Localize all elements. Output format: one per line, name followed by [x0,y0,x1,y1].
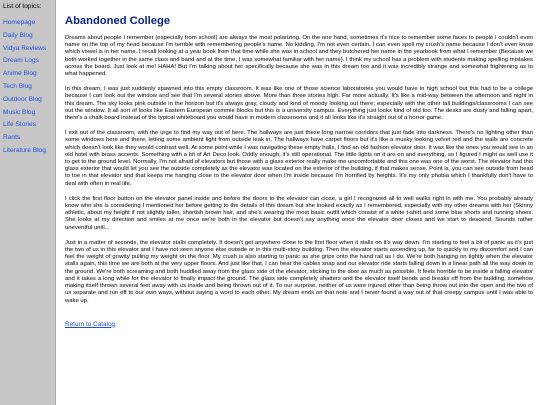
sidebar-item-rants [3,134,52,141]
sidebar [0,0,56,405]
article-paragraph: I exit out of the classroom, with the urge to find my way out of here. The hallways are just these long narrow corridors that just fade into darkness. There's no lighting other than some windows here and there, letting some ambient light from outside leak in. The hallways have carpet floors but it's like a musky looking velvet red and the walls are concrete which doesn't look like they would contrast well. At some point while I was navigating these empty halls, I find an old fashion elevator door. It was like the ones you would see in an old hotel with brass accents. Something with a bit of Art Deco look. Oddly enough, it's still operational. The little lights on it are on and everything, so I figured I might as well use it to get to the ground level. Normally, I'm not afraid of elevators but those with a glass exterior really make me uncomfortable and this one was one of the worst. The elevator had this glass exterior that would let you see the outside completely as the elevator was located on the exterior of the building, if that makes sense. Point is, you can see outside from head to toe in that elevator and that keeps me hanging close to the elevator door when I'm inside because I'm horrified by heights. It's my only phobia which I thankfully don't have to deal with often in real life. [65,130,533,187]
article-paragraph: Dreams about people I remember (especially from school) are always the most polarizing. On the one hand, sometimes it's nice to remember some faces to people I couldn't even name on the top of my head because I'm terrible with remembering people's name. No kidding, I'm not even certain, I can even spell my crush's name because I don't even know which vowel is in her name. I recall looking at a year book from that time while she was in school and they butchered her name in the yearbook from what I remember (Because we both worked together in the same class and band and at the time, I was somewhat familiar with her name). I think my school has a problem with students making spelling mistakes across the board. Just look at me! HAHA! But I'm talking about her specifically because she was in this dream too and it was incredibly strange and somewhat frightening as to what happened. [65,35,533,78]
nav-link-life-stories[interactable]: Life Stories [3,121,36,129]
sidebar-title: List of topics: [3,3,42,10]
nav-link-literature-blog[interactable]: Literature Blog [3,146,46,154]
nav-link-rants[interactable]: Rants [3,134,21,142]
nav-link-music-blog[interactable]: Music Blog [3,108,36,116]
sidebar-item-anime-blog [3,70,52,77]
sidebar-item-outdoor-blog [3,96,52,103]
nav-link-tech-blog[interactable]: Tech Blog [3,82,32,90]
article [65,0,533,405]
sidebar-item-dream-logs [3,57,52,64]
article-paragraph: In this dream, I was just suddenly spawned into this empty classroom. It was like one of those science laboratories you would have in high school but this had to be a college because I can look out the window and see that I'm several stories above. More than three stories high. Far more actually. It's like a mid-way between the afternoon and night in this dream. The sky looks pink outside in the horizon but it's always gray, cloudy and kind of moody looking out there; especially with the other tall buildings/classrooms I can see out the window. It all sort of looks like Eastern European commie blocks but this is a university campus. Everything just looks kind of old too. The desks are dusty and falling apart, there's a chalk board instead of the typical whiteboard you would have in modern classrooms and it all looks like it's straight out of a horror game. [65,86,533,122]
sidebar-item-literature-blog [3,147,52,154]
topic-list [3,19,52,154]
sidebar-item-tech-blog [3,83,52,90]
sidebar-item-music-blog [3,109,52,116]
nav-link-homepage[interactable]: Homepage [3,19,36,26]
return-to-catalog-link[interactable]: Return to Catalog [65,320,116,328]
nav-link-dream-logs[interactable]: Dream Logs [3,57,39,65]
sidebar-item-daily-blog [3,32,52,39]
nav-link-outdoor-blog[interactable]: Outdoor Blog [3,95,42,103]
nav-link-vidya-reviews[interactable]: Vidya Reviews [3,44,47,52]
article-paragraph: Just in a matter of seconds, the elevator stalls completely. It doesn't get anywhere close to the first floor when it stalls on it's way down. I'm starting to feel a bit of panic as it's just the two of us in this elevator and I have not seen anyone else outside or in this multi-story building. Then the elevator starts ascending up, far to quickly to my discomfort and I can feel the weight of gravity pulling my weight on the floor. My crush is also starting to panic as she grips onto the hand rail as I do. We're both hanging on tightly when the elevator stalls again, this time we are both at the very upper floors. And just like that, I can hear the cables snap and our elevator ride starts falling down in a linear path all the way down to the ground. We're both screaming and both huddled away from the glass side of the elevator, sticking to the door as much as possible. It feels horrible to be inside a falling elevator and it takes a long while for the elevator to finally impact the ground. The glass side completely shatters and the elevator itself bends and breaks off from the building, somehow making itself thrown several feet away with us inside and being thrown out of it. To our surprise, neither of us were injured other than being throw out into the open and the two of us separate and run off to our own ways, without saying a word to each other. My dream ends on that note and I never found a way out of that creepy campus until I was able to wake up. [65,239,533,304]
sidebar-item-homepage [3,19,52,26]
nav-link-daily-blog[interactable]: Daily Blog [3,31,33,39]
page-title: Abandoned College [65,15,171,27]
nav-link-anime-blog[interactable]: Anime Blog [3,70,37,78]
sidebar-item-vidya-reviews [3,45,52,52]
sidebar-item-life-stories [3,121,52,128]
article-paragraph: I click the first floor button on the elevator panel inside and before the doors to the elevator can close, a girl I recognized all to well walks right in with me. You probably already know who she is considering I mentioned her before getting to the details of this dream but she looked exactly as I remembered, especially with my other dreams with her (Skinny athletic, about my height if not slightly taller, shortish brown hair, and she's wearing the most basic outfit which consist of a white t-shirt and some blue shorts and running shoes. She looks at my direction and smiles at me once we're both in the elevator but doesn't say anything once the elevator door closes and we start to descend. Sounds rather uneventful until... [65,195,533,231]
